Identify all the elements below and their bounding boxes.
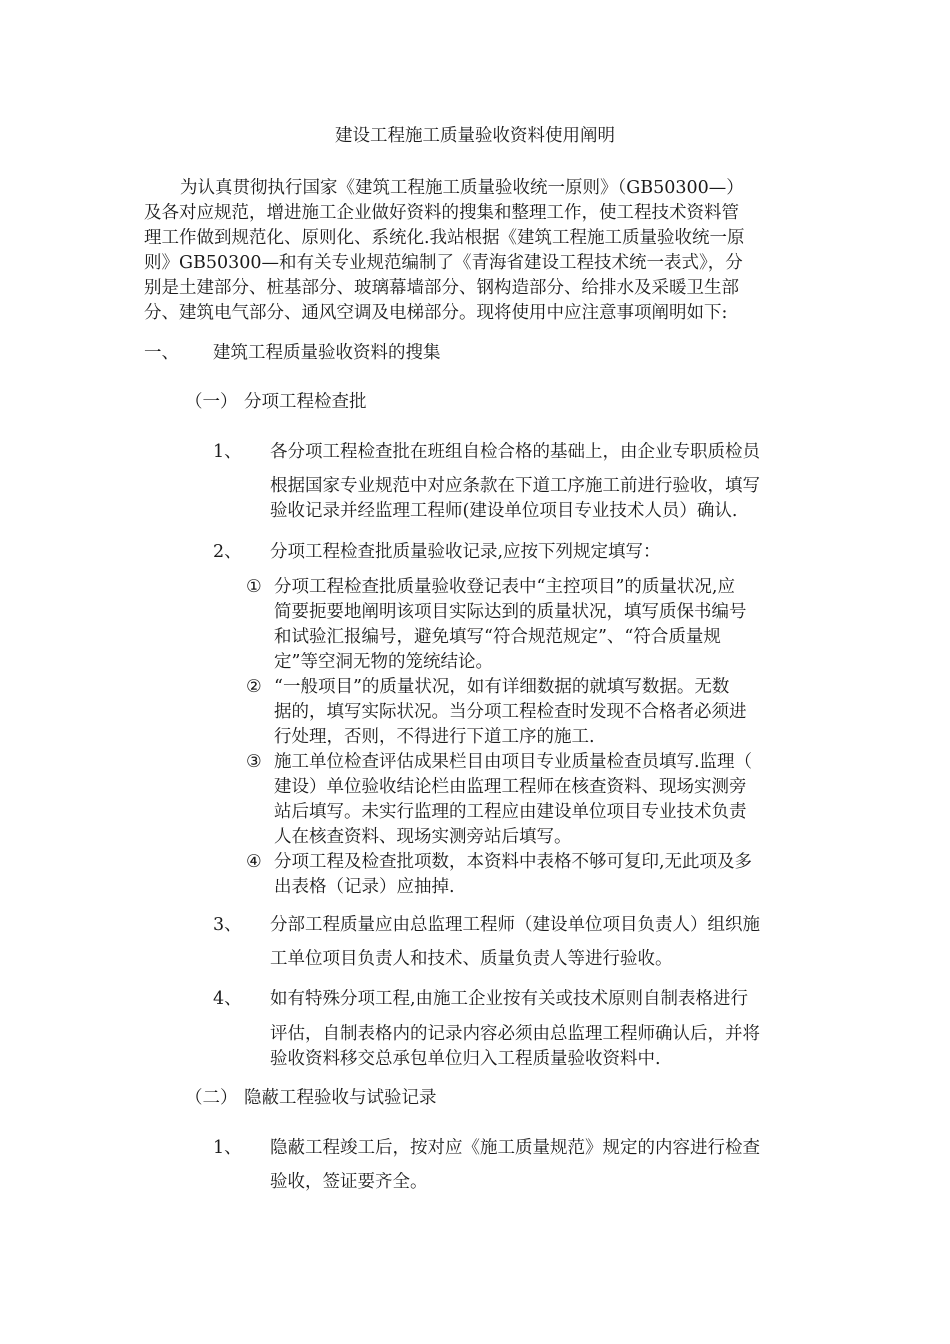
circled-line: 简要扼要地阐明该项目实际达到的质量状况，填写质保书编号 — [274, 602, 747, 622]
intro-line: 理工作做到规范化、原则化、系统化.我站根据《建筑工程施工质量验收统一原 — [144, 228, 745, 248]
intro-line: 则》GB50300—和有关专业规范编制了《青海省建设工程技术统一表式》，分 — [144, 253, 743, 273]
circled-line: “一般项目”的质量状况，如有详细数据的就填写数据。无数 — [274, 677, 730, 697]
item-line: 评估，自制表格内的记录内容必须由总监理工程师确认后，并将 — [270, 1024, 760, 1044]
item-number: 3、 — [213, 915, 242, 935]
intro-line: 及各对应规范，增进施工企业做好资料的搜集和整理工作，使工程技术资料管 — [144, 203, 739, 223]
intro-line: 为认真贯彻执行国家《建筑工程施工质量验收统一原则》（GB50300—） — [180, 178, 744, 198]
circled-line: 出表格（记录）应抽掉. — [274, 877, 455, 897]
circled-line: 站后填写。未实行监理的工程应由建设单位项目专业技术负责 — [274, 802, 747, 822]
item-line: 分项工程检查批质量验收记录,应按下列规定填写： — [270, 542, 661, 562]
subsection-heading: 隐蔽工程验收与试验记录 — [244, 1088, 437, 1108]
item-line: 验收记录并经监理工程师(建设单位项目专业技术人员）确认. — [270, 501, 738, 521]
circled-mark: ③ — [246, 752, 262, 772]
item-line: 工单位项目负责人和技术、质量负责人等进行验收。 — [270, 949, 673, 969]
intro-line: 分、建筑电气部分、通风空调及电梯部分。现将使用中应注意事项阐明如下: — [144, 303, 728, 323]
item-number: 1、 — [213, 1138, 242, 1158]
item-line: 隐蔽工程竣工后，按对应《施工质量规范》规定的内容进行检查 — [270, 1138, 760, 1158]
subsection-heading: 分项工程检查批 — [244, 392, 367, 412]
section-heading: 建筑工程质量验收资料的搜集 — [213, 343, 441, 363]
circled-line: 定”等空洞无物的笼统结论。 — [274, 652, 493, 672]
subsection-number: （一） — [185, 392, 238, 412]
subsection-number: （二） — [185, 1088, 238, 1108]
item-line: 如有特殊分项工程,由施工企业按有关或技术原则自制表格进行 — [270, 989, 749, 1009]
item-line: 验收，签证要齐全。 — [270, 1172, 428, 1192]
item-number: 1、 — [213, 442, 242, 462]
item-line: 分部工程质量应由总监理工程师（建设单位项目负责人）组织施 — [270, 915, 760, 935]
circled-mark: ① — [246, 577, 262, 597]
item-line: 验收资料移交总承包单位归入工程质量验收资料中. — [270, 1049, 661, 1069]
circled-line: 人在核查资料、现场实测旁站后填写。 — [274, 827, 572, 847]
circled-line: 行处理，否则，不得进行下道工序的施工. — [274, 727, 595, 747]
item-number: 2、 — [213, 542, 242, 562]
circled-line: 分项工程检查批质量验收登记表中“主控项目”的质量状况,应 — [274, 577, 735, 597]
circled-line: 分项工程及检查批项数，本资料中表格不够可复印,无此项及多 — [274, 852, 753, 872]
item-number: 4、 — [213, 989, 242, 1009]
item-line: 根据国家专业规范中对应条款在下道工序施工前进行验收，填写 — [270, 476, 760, 496]
circled-line: 据的，填写实际状况。当分项工程检查时发现不合格者必须进 — [274, 702, 747, 722]
item-line: 各分项工程检查批在班组自检合格的基础上，由企业专职质检员 — [270, 442, 760, 462]
circled-line: 和试验汇报编号，避免填写“符合规范规定”、“符合质量规 — [274, 627, 721, 647]
section-number: 一、 — [144, 343, 179, 363]
document-title: 建设工程施工质量验收资料使用阐明 — [335, 126, 615, 146]
circled-line: 施工单位检查评估成果栏目由项目专业质量检查员填写.监理（ — [274, 752, 753, 772]
circled-mark: ② — [246, 677, 262, 697]
circled-mark: ④ — [246, 852, 262, 872]
intro-line: 别是土建部分、桩基部分、玻璃幕墙部分、钢构造部分、给排水及采暖卫生部 — [144, 278, 739, 298]
circled-line: 建设）单位验收结论栏由监理工程师在核查资料、现场实测旁 — [274, 777, 747, 797]
